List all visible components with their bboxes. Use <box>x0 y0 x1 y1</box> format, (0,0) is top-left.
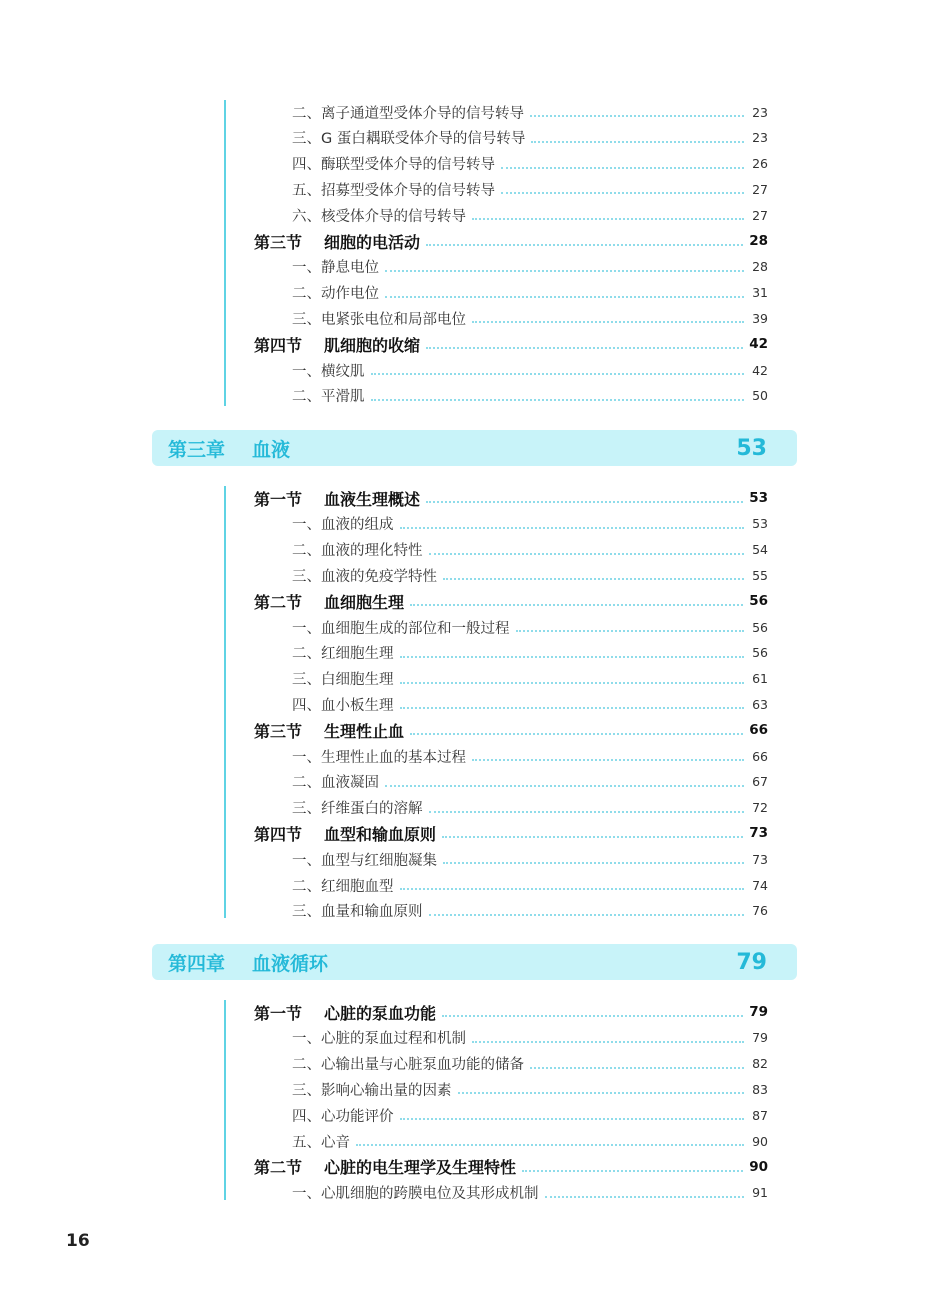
dot-leader <box>400 707 745 709</box>
toc-subsection-entry[interactable] <box>254 358 768 382</box>
section-title: 心脏的电生理学及生理特性 <box>324 1158 517 1178</box>
section-title: 血型和输血原则 <box>324 824 437 844</box>
dot-leader <box>400 682 745 684</box>
dot-leader <box>400 527 745 529</box>
dot-leader <box>385 296 744 298</box>
dot-leader <box>522 1170 743 1172</box>
dot-leader <box>545 1196 745 1198</box>
toc-entry-label: 五、招募型受体介导的信号转导 <box>292 182 495 199</box>
toc-section-entry[interactable] <box>254 1000 768 1024</box>
section-number: 第四节 <box>254 335 303 355</box>
toc-page-number: 76 <box>752 903 768 919</box>
toc-page-number: 73 <box>752 851 768 867</box>
dot-leader <box>356 1144 744 1146</box>
dot-leader <box>429 914 745 916</box>
chapter-page: 79 <box>736 949 767 975</box>
toc-section-entry[interactable] <box>254 821 768 845</box>
dot-leader <box>429 553 745 555</box>
toc-page-number: 67 <box>752 774 768 790</box>
toc-subsection-entry[interactable] <box>254 744 768 768</box>
dot-leader <box>426 244 743 246</box>
toc-page-number: 28 <box>749 233 768 249</box>
toc-subsection-entry[interactable] <box>254 152 768 176</box>
toc-page-number: 66 <box>749 722 768 739</box>
section-number: 第三节 <box>254 232 303 252</box>
toc-page-number: 27 <box>752 181 768 197</box>
dot-leader <box>410 733 743 735</box>
toc-section-entry[interactable] <box>254 486 768 510</box>
toc-entry-label: 四、酶联型受体介导的信号转导 <box>292 157 495 174</box>
toc-subsection-entry[interactable] <box>254 126 768 150</box>
toc-entry-label: 一、横纹肌 <box>292 363 365 380</box>
toc-page-number: 72 <box>752 800 768 816</box>
toc-page-number: 55 <box>752 567 768 583</box>
dot-leader <box>531 141 744 143</box>
toc-page-number: 27 <box>752 207 768 223</box>
section-number: 第一节 <box>254 1003 303 1023</box>
toc-subsection-entry[interactable] <box>254 1103 768 1127</box>
toc-page-number: 56 <box>749 593 768 610</box>
page-number: 16 <box>66 1231 90 1251</box>
toc-entry-label <box>254 822 436 845</box>
toc-page-number: 42 <box>752 362 768 378</box>
toc-page-number: 90 <box>749 1158 768 1175</box>
toc-page-number: 39 <box>752 310 768 326</box>
toc-subsection-entry[interactable] <box>254 177 768 201</box>
toc-entry-label <box>254 719 404 742</box>
vertical-rule <box>224 486 226 918</box>
toc-entry-label: 二、红细胞血型 <box>292 878 394 895</box>
toc-page-number: 83 <box>752 1081 768 1097</box>
toc-page-number: 50 <box>752 388 768 404</box>
toc-page-number: 53 <box>752 516 768 532</box>
toc-page-number: 56 <box>752 619 768 635</box>
toc-entry-label: 五、心音 <box>292 1134 350 1151</box>
chapter-header-4[interactable] <box>152 944 797 980</box>
vertical-rule <box>224 1000 226 1200</box>
toc-entry-label: 三、G 蛋白耦联受体介导的信号转导 <box>292 131 526 148</box>
toc-entry-label: 一、心脏的泵血过程和机制 <box>292 1031 466 1048</box>
section-title: 心脏的泵血功能 <box>324 1003 437 1023</box>
toc-entry-label <box>254 1001 436 1024</box>
toc-page-number: 53 <box>749 490 768 506</box>
dot-leader <box>371 373 745 375</box>
dot-leader <box>429 811 745 813</box>
toc-subsection-entry[interactable] <box>254 692 768 716</box>
dot-leader <box>472 321 744 323</box>
toc-subsection-entry[interactable] <box>254 384 768 408</box>
toc-entry-label: 二、心输出量与心脏泵血功能的储备 <box>292 1057 524 1074</box>
toc-page-number: 61 <box>752 671 768 687</box>
chapter-number: 第三章 <box>168 438 226 461</box>
dot-leader <box>400 656 745 658</box>
vertical-rule <box>224 100 226 406</box>
toc-subsection-entry[interactable] <box>254 281 768 305</box>
dot-leader <box>400 888 745 890</box>
toc-subsection-entry[interactable] <box>254 615 768 639</box>
toc-subsection-entry[interactable] <box>254 203 768 227</box>
section-title: 血细胞生理 <box>324 592 405 612</box>
toc-entry-label: 三、血液的免疫学特性 <box>292 568 437 585</box>
toc-subsection-entry[interactable] <box>254 873 768 897</box>
dot-leader <box>385 270 744 272</box>
toc-entry-label: 一、心肌细胞的跨膜电位及其形成机制 <box>292 1186 539 1203</box>
toc-entry-label: 二、血液凝固 <box>292 775 379 792</box>
dot-leader <box>442 836 743 838</box>
toc-subsection-entry[interactable] <box>254 255 768 279</box>
toc-entry-label: 一、血型与红细胞凝集 <box>292 852 437 869</box>
toc-page-number: 73 <box>749 825 768 842</box>
dot-leader <box>530 1067 744 1069</box>
dot-leader <box>426 347 743 349</box>
toc-entry-label: 三、电紧张电位和局部电位 <box>292 311 466 328</box>
toc-section-entry[interactable] <box>254 1155 768 1179</box>
dot-leader <box>472 218 744 220</box>
dot-leader <box>443 578 744 580</box>
chapter-title: 血液循环 <box>252 952 329 975</box>
toc-page-number: 23 <box>752 104 768 120</box>
toc-entry-label: 二、平滑肌 <box>292 389 365 406</box>
toc-page-number: 91 <box>752 1185 768 1201</box>
toc-page-number: 26 <box>752 156 768 172</box>
toc-entry-label: 二、动作电位 <box>292 286 379 303</box>
section-title: 肌细胞的收缩 <box>324 335 421 355</box>
section-title: 细胞的电活动 <box>324 232 421 252</box>
toc-page-number: 87 <box>752 1107 768 1123</box>
chapter-number: 第四章 <box>168 952 226 975</box>
toc-entry-label: 一、静息电位 <box>292 260 379 277</box>
section-number: 第二节 <box>254 1158 303 1178</box>
toc-page-number: 56 <box>752 645 768 661</box>
toc-block-2 <box>224 486 768 921</box>
toc-entry-label: 二、血液的理化特性 <box>292 543 423 560</box>
toc-entry-label: 四、血小板生理 <box>292 697 394 714</box>
toc-subsection-entry[interactable] <box>254 1052 768 1076</box>
dot-leader <box>426 501 743 503</box>
toc-page-number: 82 <box>752 1056 768 1072</box>
toc-section-entry[interactable] <box>254 332 768 356</box>
section-number: 第四节 <box>254 824 303 844</box>
toc-entry-label <box>254 333 420 356</box>
chapter-page: 53 <box>736 435 767 461</box>
dot-leader <box>458 1092 745 1094</box>
chapter-title: 血液 <box>252 438 291 461</box>
toc-page-number: 74 <box>752 877 768 893</box>
toc-page-number: 28 <box>752 259 768 275</box>
toc-subsection-entry[interactable] <box>254 847 768 871</box>
toc-section-entry[interactable] <box>254 589 768 613</box>
toc-entry-label: 二、离子通道型受体介导的信号转导 <box>292 105 524 122</box>
toc-entry-label: 三、纤维蛋白的溶解 <box>292 801 423 818</box>
toc-page-number: 79 <box>749 1004 768 1020</box>
toc-entry-label: 三、影响心输出量的因素 <box>292 1082 452 1099</box>
toc-entry-label: 三、白细胞生理 <box>292 672 394 689</box>
dot-leader <box>442 1015 743 1017</box>
toc-page-number: 63 <box>752 696 768 712</box>
toc-subsection-entry[interactable] <box>254 1181 768 1205</box>
section-number: 第二节 <box>254 592 303 612</box>
dot-leader <box>410 604 743 606</box>
toc-subsection-entry[interactable] <box>254 899 768 923</box>
dot-leader <box>443 862 744 864</box>
toc-entry-label <box>254 487 420 510</box>
toc-subsection-entry[interactable] <box>254 796 768 820</box>
toc-entry-label: 三、血量和输血原则 <box>292 904 423 921</box>
toc-subsection-entry[interactable] <box>254 306 768 330</box>
dot-leader <box>530 115 744 117</box>
toc-subsection-entry[interactable] <box>254 100 768 124</box>
toc-block-1 <box>224 100 768 406</box>
dot-leader <box>371 399 745 401</box>
toc-section-entry[interactable] <box>254 718 768 742</box>
toc-page-number: 54 <box>752 542 768 558</box>
toc-entry-label: 一、血液的组成 <box>292 517 394 534</box>
chapter-header-3[interactable] <box>152 430 797 466</box>
toc-entry-label: 二、红细胞生理 <box>292 646 394 663</box>
dot-leader <box>385 785 744 787</box>
toc-subsection-entry[interactable] <box>254 667 768 691</box>
dot-leader <box>472 759 744 761</box>
dot-leader <box>400 1118 745 1120</box>
toc-entry-label <box>254 230 420 253</box>
toc-page-number: 23 <box>752 130 768 146</box>
section-number: 第一节 <box>254 489 303 509</box>
toc-subsection-entry[interactable] <box>254 1077 768 1101</box>
toc-entry-label: 一、血细胞生成的部位和一般过程 <box>292 620 510 637</box>
dot-leader <box>501 167 744 169</box>
toc-page-number: 31 <box>752 285 768 301</box>
toc-entry-label <box>254 1155 516 1178</box>
toc-entry-label: 一、生理性止血的基本过程 <box>292 749 466 766</box>
toc-page-number: 90 <box>752 1133 768 1149</box>
toc-entry-label: 六、核受体介导的信号转导 <box>292 208 466 225</box>
toc-page-number: 66 <box>752 748 768 764</box>
toc-subsection-entry[interactable] <box>254 1129 768 1153</box>
dot-leader <box>516 630 745 632</box>
toc-entry-label <box>254 590 404 613</box>
toc-subsection-entry[interactable] <box>254 512 768 536</box>
toc-subsection-entry[interactable] <box>254 1026 768 1050</box>
toc-subsection-entry[interactable] <box>254 538 768 562</box>
toc-page-number: 79 <box>752 1030 768 1046</box>
toc-entry-label: 四、心功能评价 <box>292 1108 394 1125</box>
toc-subsection-entry[interactable] <box>254 770 768 794</box>
toc-block-3 <box>224 1000 768 1203</box>
toc-subsection-entry[interactable] <box>254 563 768 587</box>
section-title: 生理性止血 <box>324 721 405 741</box>
dot-leader <box>472 1041 744 1043</box>
toc-section-entry[interactable] <box>254 229 768 253</box>
toc-page-number: 42 <box>749 336 768 353</box>
dot-leader <box>501 192 744 194</box>
toc-subsection-entry[interactable] <box>254 641 768 665</box>
section-number: 第三节 <box>254 721 303 741</box>
section-title: 血液生理概述 <box>324 489 421 509</box>
